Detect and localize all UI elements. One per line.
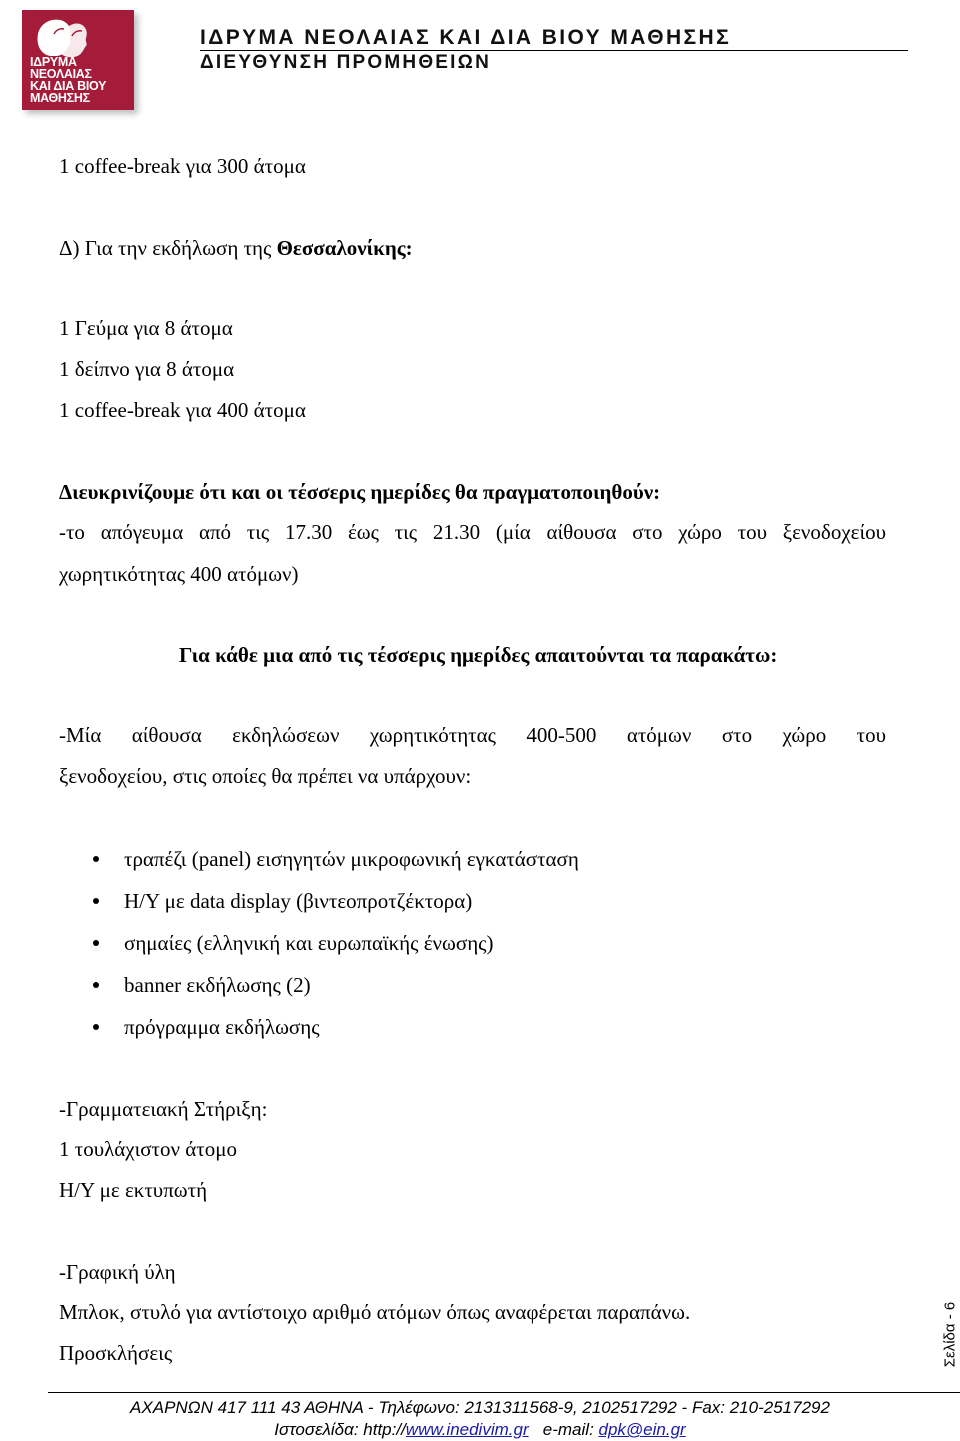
meal-item: 1 coffee-break για 400 άτομα <box>59 398 306 422</box>
secretarial-item: Η/Υ με εκτυπωτή <box>59 1178 208 1202</box>
list-item: banner εκδήλωσης (2) <box>124 973 311 997</box>
website-link[interactable]: www.inedivim.gr <box>405 1420 529 1439</box>
bullet-icon <box>93 898 99 904</box>
list-item: πρόγραμμα εκδήλωσης <box>124 1015 320 1039</box>
header-title: ΙΔΡΥΜΑ ΝΕΟΛΑΙΑΣ ΚΑΙ ΔΙΑ ΒΙΟΥ ΜΑΘΗΣΗΣ <box>200 26 732 49</box>
section-d-heading: Δ) Για την εκδήλωση της Θεσσαλονίκης: <box>59 236 413 260</box>
graphics-item: Προσκλήσεις <box>59 1341 173 1365</box>
logo-text: ΙΔΡΥΜΑ ΝΕΟΛΑΙΑΣ ΚΑΙ ΔΙΑ ΒΙΟΥ ΜΑΘΗΣΗΣ <box>30 55 107 105</box>
bullet-icon <box>93 940 99 946</box>
header-divider <box>200 50 908 51</box>
page-number: Σελίδα - 6 <box>941 1301 959 1367</box>
organization-logo <box>22 10 134 110</box>
graphics-item: Μπλοκ, στυλό για αντίστοιχο αριθμό ατόμων όπως αναφέρεται παραπάνω. <box>59 1300 691 1324</box>
requirements-heading: Για κάθε μια από τις τέσσερις ημερίδες απαιτούνται τα παρακάτω: <box>179 643 778 667</box>
list-item: Η/Υ με data display (βιντεοπροτζέκτορα) <box>124 889 473 913</box>
hall-line: -Μία αίθουσα εκδηλώσεων χωρητικότητας 400-500 ατόμων στο χώρο του <box>59 723 886 747</box>
secretarial-heading: -Γραμματειακή Στήριξη: <box>59 1097 268 1121</box>
coffee-break-line: 1 coffee-break για 300 άτομα <box>59 154 306 178</box>
footer-contacts: Ιστοσελίδα: http://www.inedivim.gr e-mail: dpk@ein.gr <box>274 1420 686 1439</box>
meal-item: 1 δείπνο για 8 άτομα <box>59 357 235 381</box>
section-d-city: Θεσσαλονίκης: <box>276 236 413 260</box>
hall-line-continued: ξενοδοχείου, στις οποίες θα πρέπει να υπάρχουν: <box>59 764 472 788</box>
clarification-heading: Διευκρινίζουμε ότι και οι τέσσερις ημερίδες θα πραγματοποιηθούν: <box>59 480 661 504</box>
bullet-icon <box>93 856 99 862</box>
secretarial-item: 1 τουλάχιστον άτομο <box>59 1137 237 1161</box>
header-subtitle: ΔΙΕΥΘΥΝΣΗ ΠΡΟΜΗΘΕΙΩΝ <box>200 52 492 73</box>
footer-divider <box>48 1392 960 1393</box>
graphics-heading: -Γραφική ύλη <box>59 1260 176 1284</box>
list-item: σημαίες (ελληνική και ευρωπαϊκής ένωσης) <box>124 931 494 955</box>
time-line-continued: χωρητικότητας 400 ατόμων) <box>59 562 299 586</box>
bullet-icon <box>93 1024 99 1030</box>
meal-item: 1 Γεύμα για 8 άτομα <box>59 316 233 340</box>
email-link[interactable]: dpk@ein.gr <box>598 1420 686 1439</box>
footer-address: ΑΧΑΡΝΩΝ 417 111 43 ΑΘΗΝΑ - Τηλέφωνο: 2131311568-9, 2102517292 - Fax: 210-2517292 <box>130 1398 830 1417</box>
profile-heads-icon <box>32 16 92 60</box>
bullet-icon <box>93 982 99 988</box>
list-item: τραπέζι (panel) εισηγητών μικροφωνική εγκατάσταση <box>124 847 579 871</box>
time-line: -το απόγευμα από τις 17.30 έως τις 21.30 (μία αίθουσα στο χώρο του ξενοδοχείου <box>59 520 886 544</box>
